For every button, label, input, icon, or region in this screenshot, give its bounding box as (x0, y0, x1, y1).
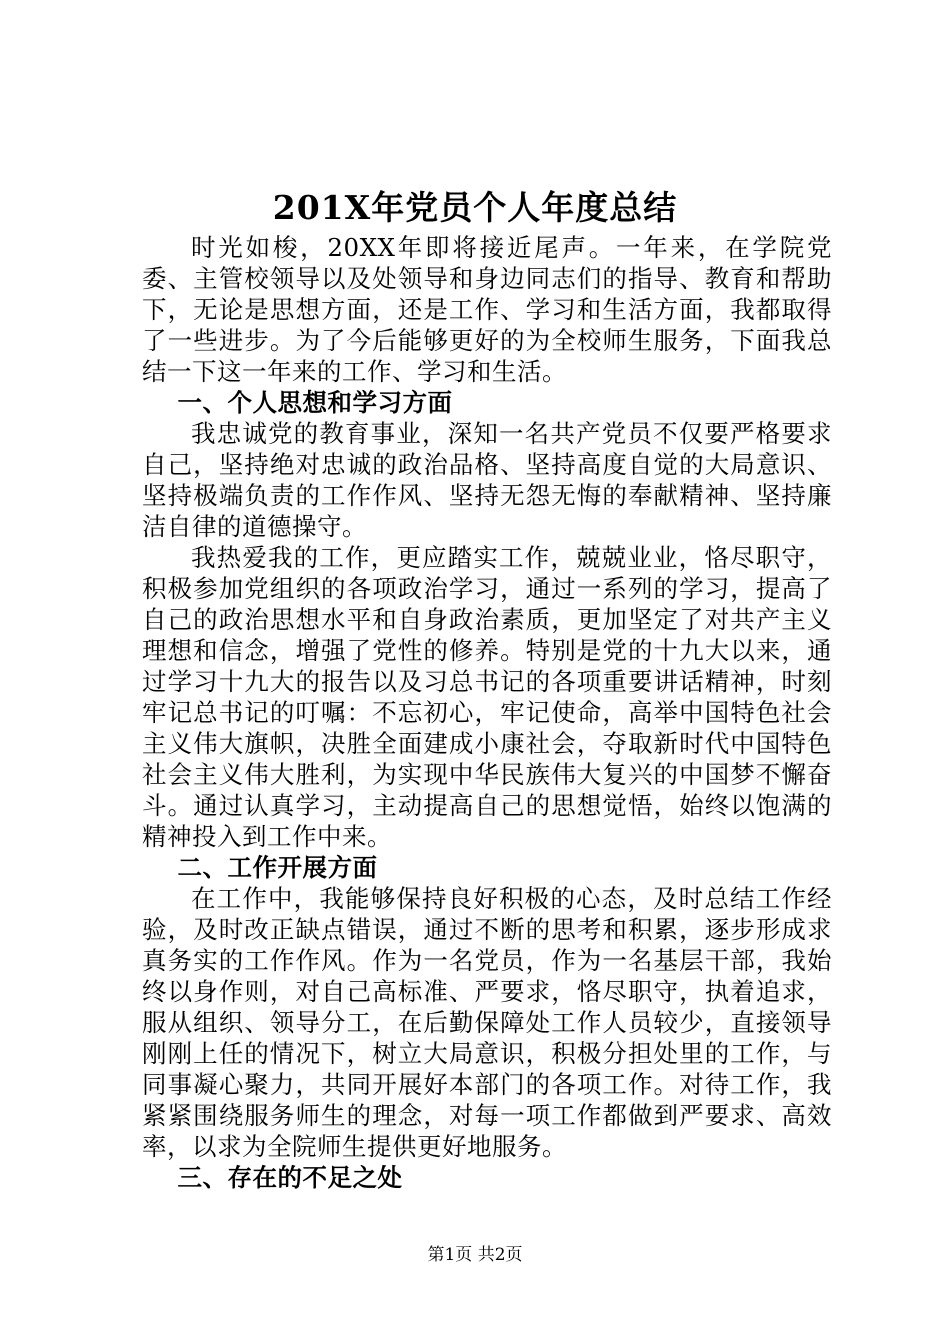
section-1-paragraph-1: 我忠诚党的教育事业，深知一名共产党员不仅要严格要求自己，坚持绝对忠诚的政治品格、坚持高度自觉的大局意识、坚持极端负责的工作作风、坚持无怨无悔的奉献精神、坚持廉洁自律的道德操守。 (142, 419, 832, 541)
document-title: 201X年党员个人年度总结 (272, 188, 678, 227)
section-heading-3: 三、存在的不足之处 (177, 1163, 403, 1192)
section-1-paragraph-2: 我热爱我的工作，更应踏实工作，兢兢业业，恪尽职守，积极参加党组织的各项政治学习，通过一系列的学习，提高了自己的政治思想水平和自身政治素质，更加坚定了对共产主义理想和信念，增强了党性的修养。特别是党的十九大以来，通过学习十九大的报告以及习总书记的各项重要讲话精神，时刻牢记总书记的叮嘱：不忘初心，牢记使命，高举中国特色社会主义伟大旗帜，决胜全面建成小康社会，夺取新时代中国特色社会主义伟大胜利，为实现中华民族伟大复兴的中国梦不懈奋斗。通过认真学习，主动提高自己的思想觉悟，始终以饱满的精神投入到工作中来。 (142, 543, 832, 851)
section-heading-2: 二、工作开展方面 (177, 853, 378, 882)
intro-paragraph: 时光如梭，20XX年即将接近尾声。一年来，在学院党委、主管校领导以及处领导和身边同志们的指导、教育和帮助下，无论是思想方面，还是工作、学习和生活方面，我都取得了一些进步。为了今后能够更好的为全校师生服务，下面我总结一下这一年来的工作、学习和生活。 (142, 233, 832, 386)
page-number-footer: 第1页 共2页 (427, 1245, 523, 1265)
section-2-paragraph-1: 在工作中，我能够保持良好积极的心态，及时总结工作经验，及时改正缺点错误，通过不断的思考和积累，逐步形成求真务实的工作作风。作为一名党员，作为一名基层干部，我始终以身作则，对自己高标准、严要求，恪尽职守，执着追求，服从组织、领导分工，在后勤保障处工作人员较少，直接领导刚刚上任的情况下，树立大局意识，积极分担处里的工作，与同事凝心聚力，共同开展好本部门的各项工作。对待工作，我紧紧围绕服务师生的理念，对每一项工作都做到严要求、高效率，以求为全院师生提供更好地服务。 (142, 884, 832, 1161)
document-body (142, 232, 832, 1193)
section-heading-1: 一、个人思想和学习方面 (177, 388, 453, 417)
